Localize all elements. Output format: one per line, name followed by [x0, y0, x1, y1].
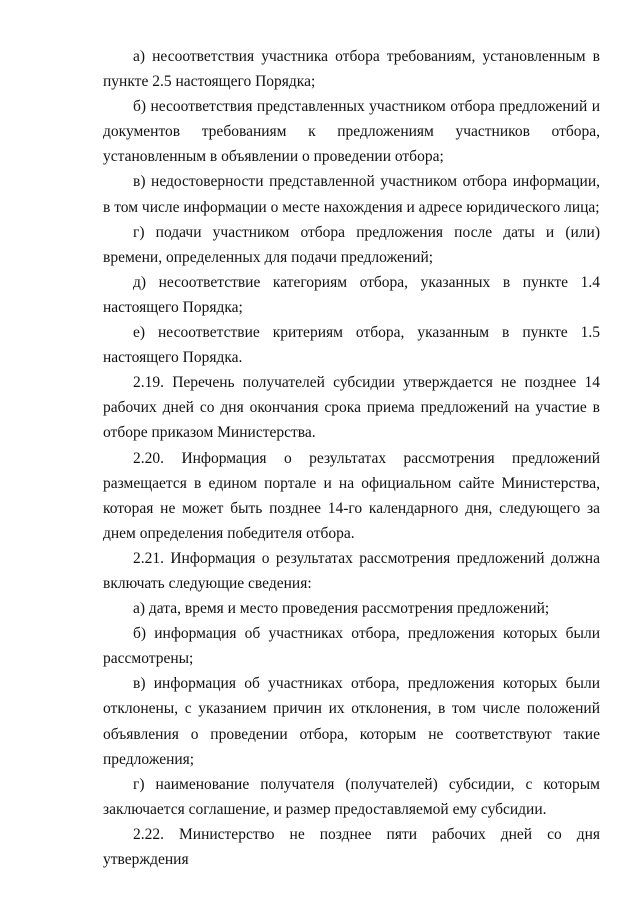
- paragraph-2-21-v: в) информация об участниках отбора, предложения которых были отклонены, с указанием причин их отклонения, в том числе положений объявления о проведении отбора, которым не соответствуют такие предложения;: [103, 675, 600, 768]
- paragraph-v-unreliable-information: в) недостоверности представленной участником отбора информации, в том числе информации о месте нахождения и адресе юридического лица;: [103, 173, 600, 216]
- paragraph-2-19: 2.19. Перечень получателей субсидии утверждается не позднее 14 рабочих дней со дня окончания срока приема предложений на участие в отборе приказом Министерства.: [103, 374, 600, 442]
- paragraph-d-categories-mismatch: д) несоответствие категориям отбора, указанных в пункте 1.4 настоящего Порядка;: [103, 273, 600, 316]
- paragraph-b-documents-requirements: б) несоответствия представленных участником отбора предложений и документов требованиям к предложениям участников отбора, установленным в объявлении о проведении отбора;: [103, 98, 600, 166]
- paragraph-2-22: 2.22. Министерство не позднее пяти рабочих дней со дня утверждения: [103, 825, 600, 868]
- paragraph-2-21: 2.21. Информация о результатах рассмотрения предложений должна включать следующие сведения:: [103, 549, 600, 592]
- paragraph-2-21-g: г) наименование получателя (получателей) субсидии, с которым заключается соглашение, и размер предоставляемой ему субсидии.: [103, 775, 600, 818]
- paragraph-e-criteria-mismatch: е) несоответствие критериям отбора, указанным в пункте 1.5 настоящего Порядка.: [103, 324, 600, 367]
- paragraph-a-participant-requirements: а) несоответствия участника отбора требованиям, установленным в пункте 2.5 настоящего Порядка;: [103, 48, 600, 91]
- paragraph-2-21-a: а) дата, время и место проведения рассмотрения предложений;: [133, 600, 550, 618]
- paragraph-2-20: 2.20. Информация о результатах рассмотрения предложений размещается в едином портале и на официальном сайте Министерства, которая не может быть позднее 14-го календарного дня, следующего за днем определения победителя отбора.: [103, 449, 600, 542]
- document-page: [103, 44, 600, 872]
- paragraph-2-21-b: б) информация об участниках отбора, предложения которых были рассмотрены;: [103, 625, 600, 668]
- paragraph-g-late-submission: г) подачи участником отбора предложения после даты и (или) времени, определенных для подачи предложений;: [103, 223, 600, 266]
